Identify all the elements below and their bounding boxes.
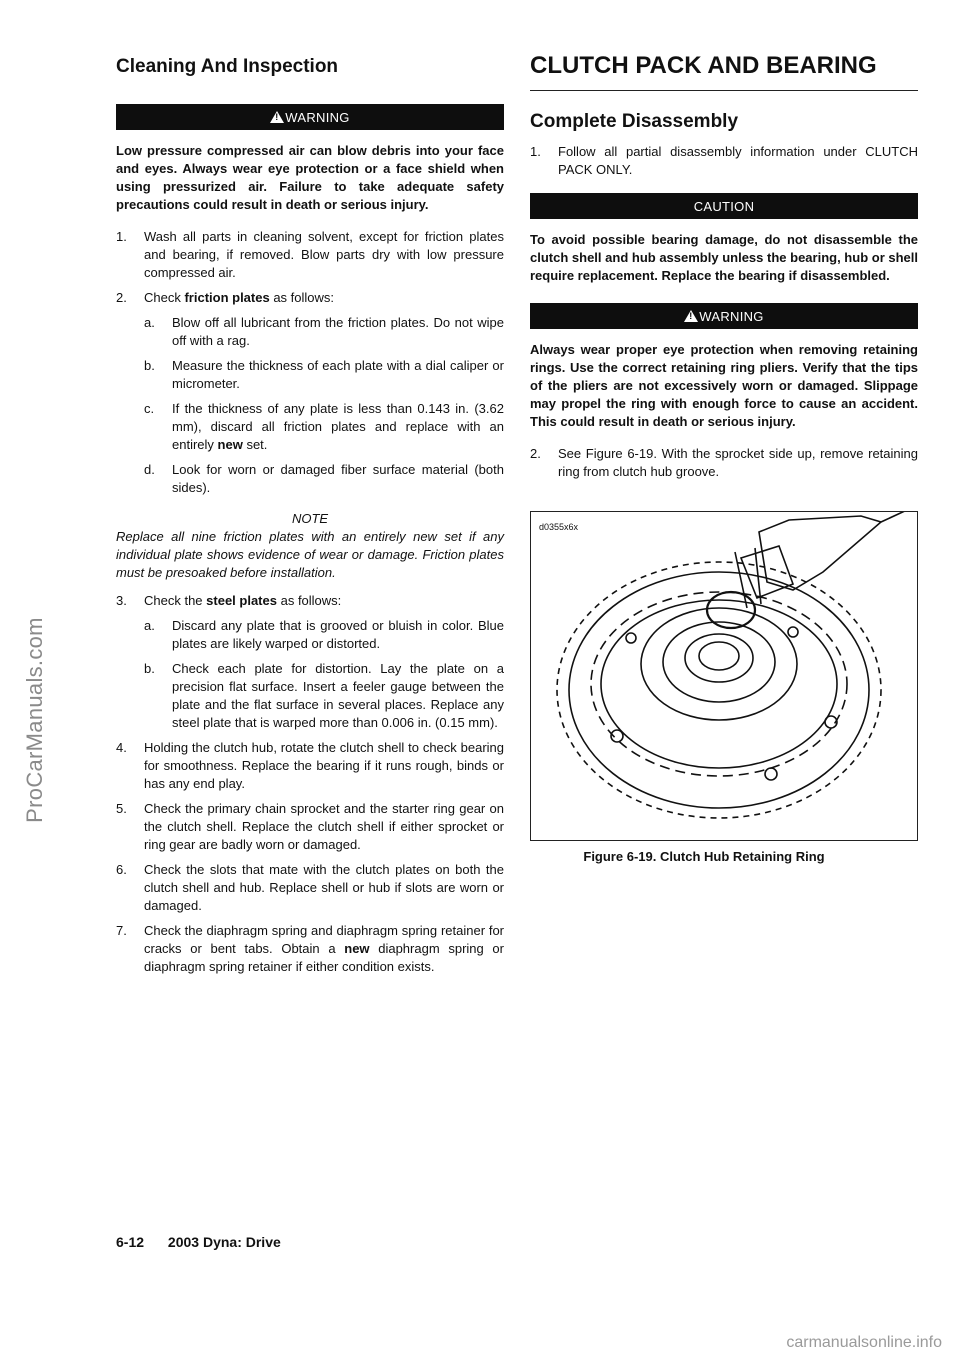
step-2b: b. Measure the thickness of each plate with a dial caliper or micrometer.	[144, 358, 504, 391]
document-title: 2003 Dyna: Drive	[167, 1234, 281, 1250]
caution-text: To avoid possible bearing damage, do not disassemble the clutch shell and hub assembly unless the bearing, hub or shell require replacement. Replace the bearing if disassembled.	[530, 232, 918, 283]
caution-label: CAUTION	[693, 198, 755, 214]
figure-6-19	[530, 511, 918, 841]
warning-banner-right	[530, 303, 918, 329]
step-7: 7. Check the diaphragm spring and diaphragm spring retainer for cracks or bent tabs. Obtain a new diaphragm spring or diaphragm spring retainer if either condition exists.	[116, 923, 504, 974]
step-2c: c. If the thickness of any plate is less than 0.143 in. (3.62 mm), discard all friction plates and replace with an entirely new set.	[144, 401, 504, 452]
inspection-steps	[116, 228, 504, 976]
warning-icon	[270, 111, 284, 123]
step-2a: a. Blow off all lubricant from the friction plates. Do not wipe off with a rag.	[144, 315, 504, 348]
warning-label: WARNING	[699, 308, 764, 324]
warning-text-right: Always wear proper eye protection when removing retaining rings. Use the correct retaining ring pliers. Verify that the tips of the pliers are not excessively worn or damaged. Slippage may propel the ring with enough force to cause an accident. This could result in death or serious injury.	[530, 342, 918, 429]
step-2d: d. Look for worn or damaged fiber surface material (both sides).	[144, 462, 504, 495]
page-number: 6-12	[116, 1234, 145, 1250]
page-footer	[116, 1234, 281, 1250]
side-watermark	[10, 540, 60, 900]
right-step-1: 1. Follow all partial disassembly information under CLUTCH PACK ONLY.	[530, 144, 918, 177]
note-text: Replace all nine friction plates with an entirely new set if any individual plate shows evidence of wear or damage. Friction plates must be presoaked before installation.	[116, 529, 504, 580]
warning-banner	[116, 104, 504, 130]
chapter-title: CLUTCH PACK AND BEARING	[530, 52, 918, 91]
step-6: 6. Check the slots that mate with the clutch plates on both the clutch shell and hub. Replace shell or hub if slots are worn or damaged.	[116, 862, 504, 913]
note-label: NOTE	[291, 511, 329, 526]
caution-banner	[530, 193, 918, 219]
figure-caption: Figure 6-19. Clutch Hub Retaining Ring	[583, 849, 825, 864]
warning-text: Low pressure compressed air can blow debris into your face and eyes. Always wear eye protection or a face shield when using pressurized air. Failure to take adequate safety precautions could result in death or serious injury.	[116, 143, 504, 212]
figure-id: d0355x6x	[539, 522, 579, 532]
left-column	[116, 56, 504, 983]
step-3: 3. Check the steel plates as follows: a. Discard any plate that is grooved or bluish in color. Blue plates are likely warped or distorted. b. Check each plate for distortion. Lay the plate on a precision flat surface. Insert a feeler gauge between the plate and the flat surface in several places. Replace any steel plate that is warped more than 0.006 in. (0.15 mm).	[116, 593, 504, 730]
bottom-watermark: carmanualsonline.info	[786, 1334, 942, 1351]
step-2: 2. Check friction plates as follows: a. Blow off all lubricant from the friction plates. Do not wipe off with a rag. b. Measure the thickness of each plate with a dial caliper or micrometer. c. If the thickness of any plate is less than 0.143 in. (3.62 mm), discard all friction plates and replace with an entirely new set. d. Look for worn or damaged fiber surface material (both sides).	[116, 290, 504, 495]
step-3b: b. Check each plate for distortion. Lay the plate on a precision flat surface. Insert a feeler gauge between the plate and the flat surface in several places. Replace any steel plate that is warped more than 0.006 in. (0.15 mm).	[144, 661, 504, 730]
step-1: 1. Wash all parts in cleaning solvent, except for friction plates and bearing, if removed. Blow parts dry with low pressure compressed air.	[116, 229, 504, 280]
clutch-hub-illustration	[531, 512, 917, 840]
section-title: Cleaning And Inspection	[116, 56, 339, 77]
step-4: 4. Holding the clutch hub, rotate the clutch shell to check bearing for smoothness. Replace the bearing if it runs rough, binds or has any end play.	[116, 740, 504, 791]
step-3a: a. Discard any plate that is grooved or bluish in color. Blue plates are likely warped or distorted.	[144, 618, 504, 651]
right-step-2: 2. See Figure 6-19. With the sprocket side up, remove retaining ring from clutch hub groove.	[530, 446, 918, 479]
side-watermark-text: ProCarManuals.com	[22, 617, 47, 823]
warning-icon	[684, 310, 698, 322]
warning-label: WARNING	[285, 109, 350, 125]
pliers	[759, 516, 881, 590]
step-5: 5. Check the primary chain sprocket and the starter ring gear on the clutch shell. Replace the clutch shell if either sprocket or ring gear are badly worn or damaged.	[116, 801, 504, 852]
subsection-title: Complete Disassembly	[530, 111, 739, 132]
right-column	[530, 52, 918, 864]
